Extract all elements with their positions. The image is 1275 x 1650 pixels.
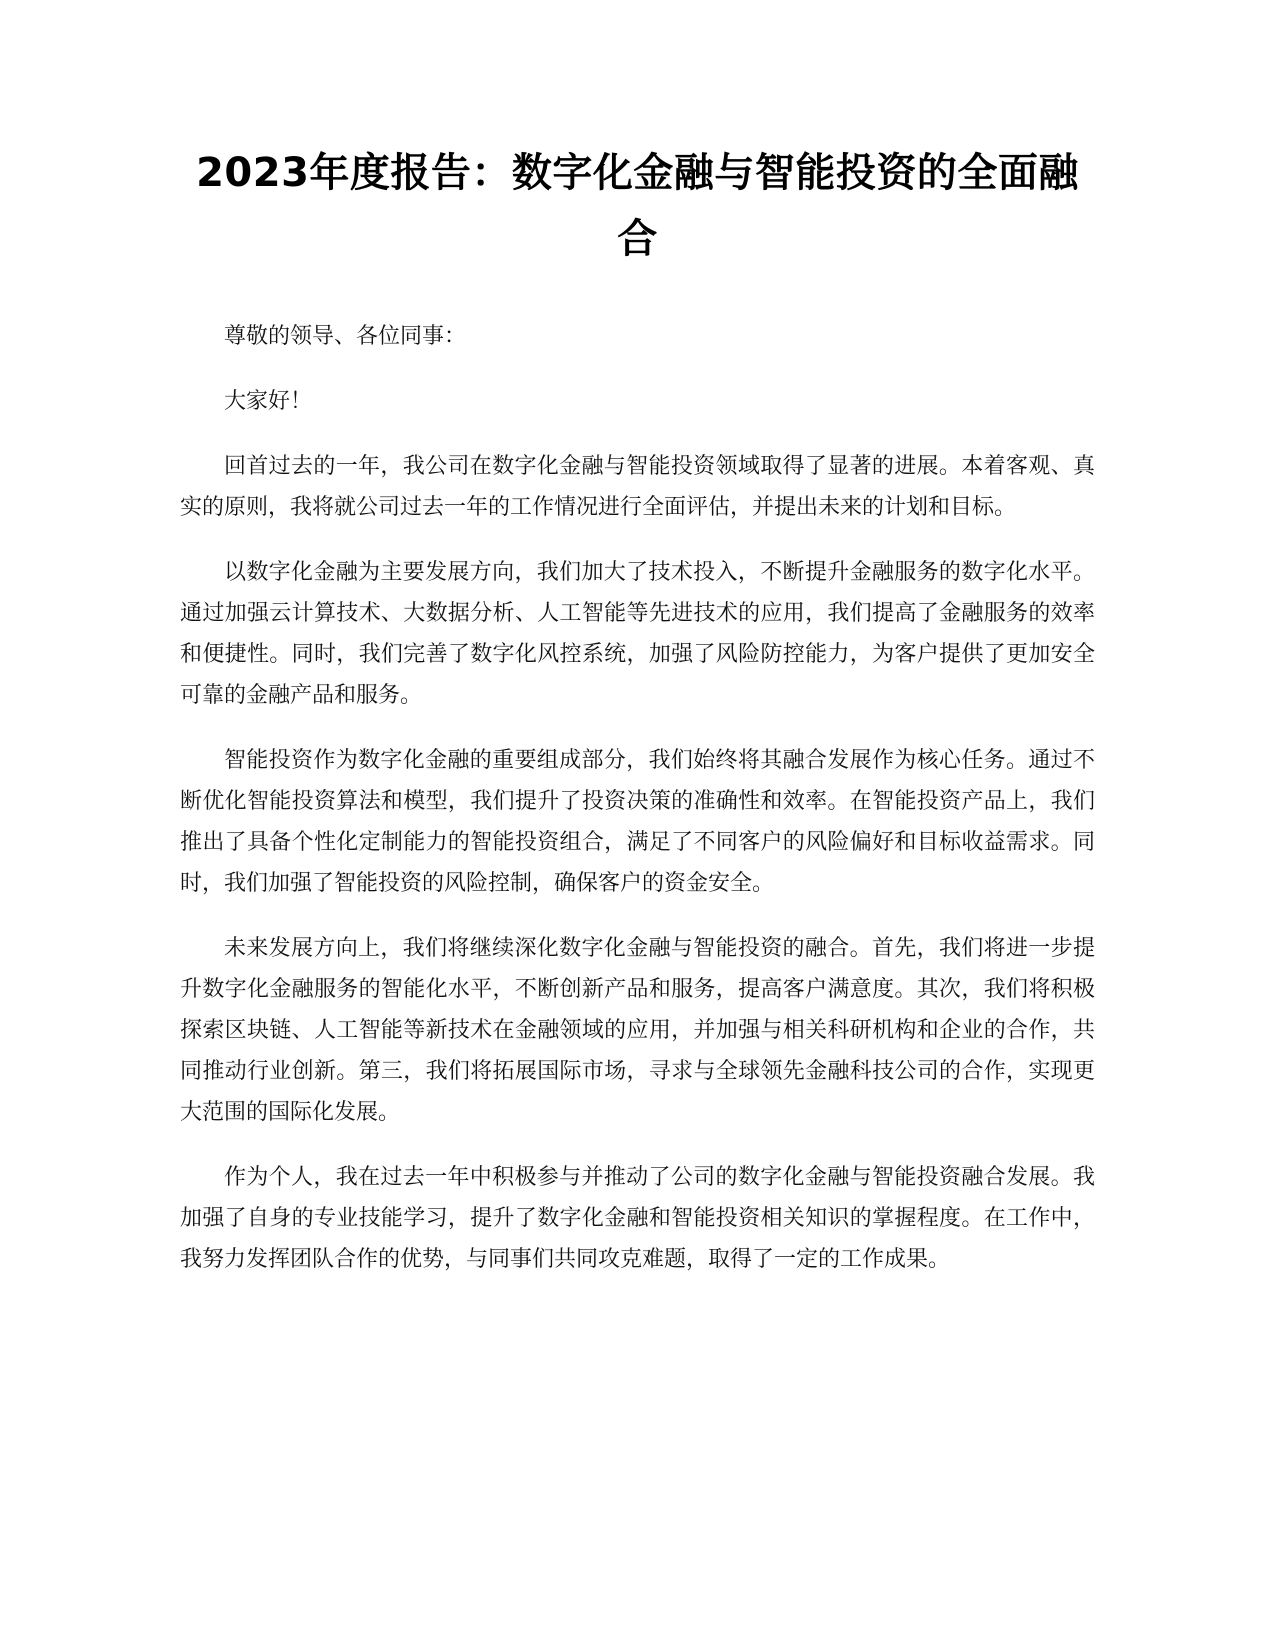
paragraph: 以数字化金融为主要发展方向，我们加大了技术投入，不断提升金融服务的数字化水平。通过加强云计算技术、大数据分析、人工智能等先进技术的应用，我们提高了金融服务的效率和便捷性。同时，我们完善了数字化风控系统，加强了风险防控能力，为客户提供了更加安全可靠的金融产品和服务。	[180, 560, 1095, 708]
paragraph: 未来发展方向上，我们将继续深化数字化金融与智能投资的融合。首先，我们将进一步提升数字化金融服务的智能化水平，不断创新产品和服务，提高客户满意度。其次，我们将积极探索区块链、人工智能等新技术在金融领域的应用，并加强与相关科研机构和企业的合作，共同推动行业创新。第三，我们将拓展国际市场，寻求与全球领先金融科技公司的合作，实现更大范围的国际化发展。	[180, 936, 1095, 1125]
document-title: 2023年度报告：数字化金融与智能投资的全面融合	[196, 150, 1079, 262]
document-body	[180, 316, 1095, 1304]
greeting: 大家好！	[224, 389, 313, 414]
paragraph: 作为个人，我在过去一年中积极参与并推动了公司的数字化金融与智能投资融合发展。我加强了自身的专业技能学习，提升了数字化金融和智能投资相关知识的掌握程度。在工作中，我努力发挥团队合作的优势，与同事们共同攻克难题，取得了一定的工作成果。	[180, 1165, 1095, 1272]
paragraph: 回首过去的一年，我公司在数字化金融与智能投资领域取得了显著的进展。本着客观、真实的原则，我将就公司过去一年的工作情况进行全面评估，并提出未来的计划和目标。	[180, 454, 1095, 520]
salutation: 尊敬的领导、各位同事：	[224, 324, 467, 349]
paragraph: 智能投资作为数字化金融的重要组成部分，我们始终将其融合发展作为核心任务。通过不断优化智能投资算法和模型，我们提升了投资决策的准确性和效率。在智能投资产品上，我们推出了具备个性化定制能力的智能投资组合，满足了不同客户的风险偏好和目标收益需求。同时，我们加强了智能投资的风险控制，确保客户的资金安全。	[180, 748, 1095, 896]
